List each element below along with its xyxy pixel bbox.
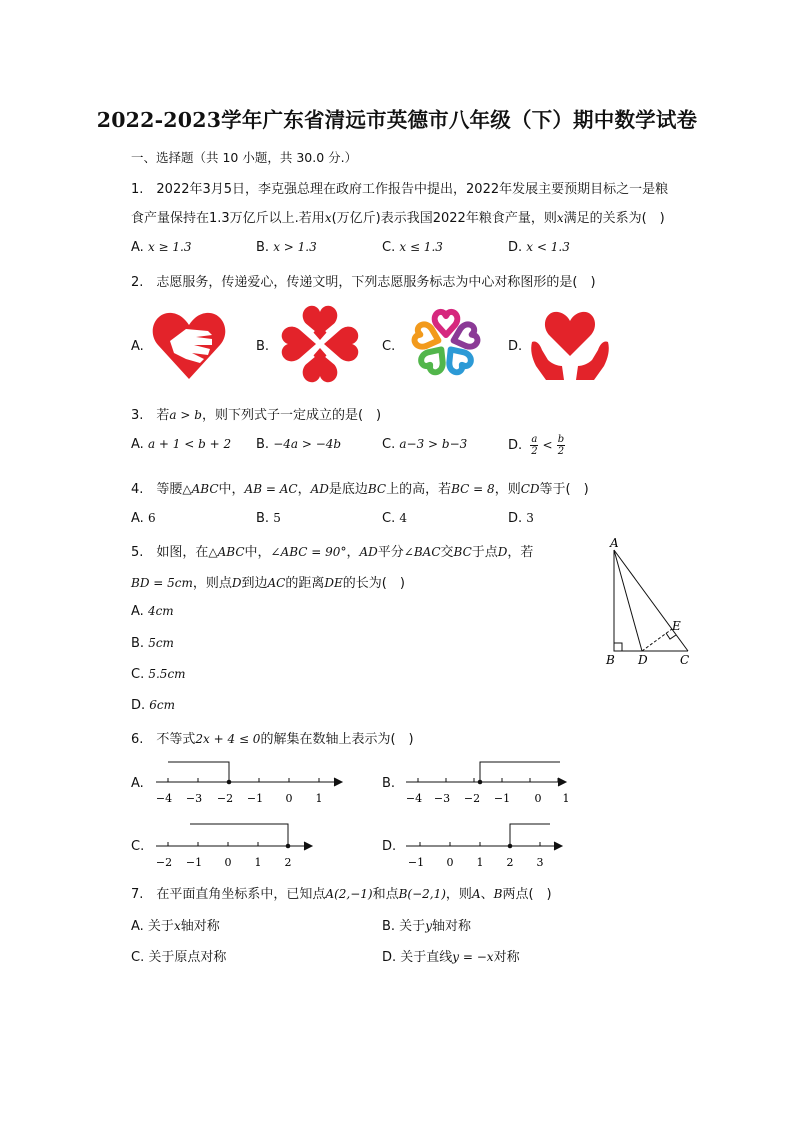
q2-label-b[interactable]: B. bbox=[256, 339, 270, 354]
tick-label: −4 bbox=[155, 792, 173, 805]
q6-label-c[interactable]: C. bbox=[131, 839, 145, 854]
q1-option-d[interactable] bbox=[508, 240, 570, 255]
q4-stem bbox=[131, 478, 589, 497]
q3-option-a[interactable] bbox=[131, 437, 231, 452]
q7-math: B(−2,1) bbox=[398, 887, 446, 901]
q5-option-c[interactable] bbox=[131, 667, 186, 682]
tick-label: 1 bbox=[254, 856, 262, 869]
q4-text: ，则 bbox=[494, 482, 521, 497]
q2-text: 2. 志愿服务，传递爱心，传递文明，下列志愿服务标志为中心对称图形的是( ) bbox=[131, 275, 596, 290]
point-label-b: B bbox=[606, 653, 615, 667]
tick-label: −2 bbox=[216, 792, 234, 805]
q7-option-d[interactable] bbox=[382, 946, 520, 965]
option-value: 3 bbox=[526, 511, 534, 525]
q1-option-a[interactable] bbox=[131, 240, 191, 255]
q3-text: 3. 若 bbox=[131, 408, 170, 423]
q5-math: D bbox=[497, 545, 508, 559]
q5-math: BC bbox=[453, 545, 472, 559]
option-value: 6 bbox=[147, 511, 156, 525]
option-text: 对称 bbox=[493, 950, 520, 965]
q1-line2 bbox=[131, 207, 665, 226]
q5-stem-line1 bbox=[131, 541, 533, 560]
option-label: A. bbox=[131, 604, 144, 619]
q1-text: (万亿斤)表示我国2022年粮食产量，则 bbox=[331, 211, 557, 226]
option-label: D. bbox=[131, 698, 146, 713]
operator: < bbox=[542, 438, 553, 452]
q6-label-d[interactable]: D. bbox=[382, 839, 397, 854]
option-label: B. bbox=[256, 437, 270, 452]
option-label: C. bbox=[382, 240, 396, 255]
section-heading: 一、选择题（共 10 小题，共 30.0 分.） bbox=[131, 150, 358, 165]
q4-math: AB = AC bbox=[244, 482, 298, 496]
option-label: C. bbox=[131, 667, 145, 682]
fraction-numerator: a bbox=[531, 434, 538, 445]
q1-var: x bbox=[556, 211, 564, 225]
q5-text: 的长为( ) bbox=[342, 576, 405, 591]
option-label: A. bbox=[131, 240, 144, 255]
right-angle-mark bbox=[666, 633, 676, 639]
q6-number-line-d[interactable] bbox=[400, 820, 570, 872]
closed-dot bbox=[286, 844, 291, 849]
option-text: A. 关于 bbox=[131, 919, 174, 934]
endpoint-dot bbox=[508, 844, 513, 849]
q4-math: △ABC bbox=[182, 482, 219, 496]
segment-ad bbox=[614, 550, 642, 651]
q7-math: A(2,−1) bbox=[325, 887, 373, 901]
q3-option-b[interactable] bbox=[256, 437, 341, 452]
option-text: 轴对称 bbox=[180, 919, 220, 934]
option-label: D. bbox=[508, 511, 523, 526]
option-value: 6cm bbox=[149, 698, 176, 712]
option-math: y bbox=[425, 919, 432, 933]
tick-label: 0 bbox=[446, 856, 454, 869]
option-value: a + 1 < b + 2 bbox=[147, 437, 232, 451]
option-label: B. bbox=[256, 511, 270, 526]
q4-text: 中， bbox=[218, 482, 245, 497]
volunteer-five-hearts-icon[interactable] bbox=[404, 303, 488, 387]
option-value: x > 1.3 bbox=[273, 240, 317, 254]
q6-number-line-c[interactable] bbox=[150, 820, 320, 872]
tick-label: −1 bbox=[407, 856, 425, 869]
q5-text: 中， bbox=[244, 545, 271, 560]
q5-stem-line2 bbox=[131, 572, 405, 591]
option-value: 4 bbox=[399, 511, 407, 525]
right-angle-mark bbox=[614, 643, 622, 651]
option-label: A. bbox=[131, 511, 144, 526]
option-value: −4a > −4b bbox=[273, 437, 342, 451]
q5-math: ∠ABC = 90° bbox=[270, 545, 347, 559]
q7-text: ，则 bbox=[445, 887, 472, 902]
point-label-e: E bbox=[672, 619, 681, 633]
point-label-d: D bbox=[638, 653, 648, 667]
q5-math: D bbox=[231, 576, 242, 590]
option-text: C. 关于原点对称 bbox=[131, 950, 227, 965]
tick-label: 0 bbox=[285, 792, 293, 805]
q3-stem bbox=[131, 404, 381, 423]
q4-text: ， bbox=[297, 482, 311, 497]
q2-label-a[interactable]: A. bbox=[131, 339, 144, 354]
fraction bbox=[557, 434, 565, 457]
q6-stem bbox=[131, 728, 414, 747]
q2-label-d[interactable]: D. bbox=[508, 339, 523, 354]
q5-text: 交 bbox=[440, 545, 454, 560]
q5-math: AC bbox=[267, 576, 286, 590]
fraction bbox=[530, 434, 538, 457]
option-text: 轴对称 bbox=[431, 919, 471, 934]
tick-label: 2 bbox=[284, 856, 292, 869]
q6-label-b[interactable]: B. bbox=[382, 776, 396, 791]
q7-option-c[interactable] bbox=[131, 946, 226, 965]
tick-label: 2 bbox=[506, 856, 514, 869]
fraction-numerator: b bbox=[557, 434, 565, 445]
q5-math: AD bbox=[359, 545, 378, 559]
tick-label: 1 bbox=[562, 792, 570, 805]
q7-option-b[interactable] bbox=[382, 915, 471, 934]
q4-text: 4. 等腰 bbox=[131, 482, 183, 497]
option-value: x ≤ 1.3 bbox=[399, 240, 443, 254]
option-label: C. bbox=[382, 511, 396, 526]
point-label-c: C bbox=[680, 653, 690, 667]
option-value: 5.5cm bbox=[148, 667, 186, 681]
q6-number-line-a[interactable] bbox=[150, 758, 350, 808]
q5-math: BD = 5cm bbox=[131, 576, 193, 590]
q7-text: 、 bbox=[480, 887, 494, 902]
q6-number-line-b[interactable] bbox=[400, 758, 575, 808]
q4-text: 上的高，若 bbox=[386, 482, 452, 497]
q1-option-b[interactable] bbox=[256, 240, 317, 255]
q5-math: DE bbox=[324, 576, 343, 590]
q2-label-c[interactable]: C. bbox=[382, 339, 396, 354]
q7-stem bbox=[131, 883, 552, 902]
point-label-a: A bbox=[610, 538, 619, 550]
volunteer-clover-hearts-icon[interactable] bbox=[278, 302, 362, 386]
option-label: B. bbox=[131, 636, 145, 651]
q5-math: △ABC bbox=[208, 545, 245, 559]
q1-line1: 1. 2022年3月5日，李克强总理在政府工作报告中提出，2022年发展主要预期目标之一是粮 bbox=[131, 182, 669, 197]
q4-option-c[interactable] bbox=[382, 511, 407, 526]
q7-option-a[interactable] bbox=[131, 915, 220, 934]
q5-triangle-figure bbox=[600, 538, 700, 670]
q6-text: 6. 不等式 bbox=[131, 732, 196, 747]
q6-math: 2x + 4 ≤ 0 bbox=[195, 732, 261, 746]
q5-text: 5. 如图，在 bbox=[131, 545, 209, 560]
q4-option-d[interactable] bbox=[508, 511, 534, 526]
tick-label: −1 bbox=[185, 856, 203, 869]
tick-label: −2 bbox=[463, 792, 481, 805]
q7-text: 和点 bbox=[372, 887, 399, 902]
closed-dot bbox=[227, 780, 232, 785]
q5-text: ，则点 bbox=[192, 576, 232, 591]
q5-text: 于点 bbox=[471, 545, 498, 560]
option-value: x ≥ 1.3 bbox=[147, 240, 192, 254]
q5-option-d[interactable] bbox=[131, 698, 175, 713]
q6-label-a[interactable]: A. bbox=[131, 776, 144, 791]
q5-text: 到边 bbox=[241, 576, 268, 591]
q5-option-b[interactable] bbox=[131, 636, 174, 651]
q4-text: 等于( ) bbox=[539, 482, 589, 497]
tick-label: −3 bbox=[433, 792, 451, 805]
option-label: B. bbox=[256, 240, 270, 255]
segment-ac bbox=[614, 550, 688, 651]
option-value: 5 bbox=[273, 511, 281, 525]
q4-math: BC = 8 bbox=[451, 482, 495, 496]
option-label: D. bbox=[508, 240, 523, 255]
option-value: x < 1.3 bbox=[526, 240, 570, 254]
q7-math: A bbox=[471, 887, 481, 901]
tick-label: 1 bbox=[476, 856, 484, 869]
q1-text: 满足的关系为( ) bbox=[563, 211, 665, 226]
q1-text: 食产量保持在1.3万亿斤以上.若用 bbox=[131, 211, 325, 226]
tick-label: −2 bbox=[155, 856, 173, 869]
q5-text: ，若 bbox=[507, 545, 534, 560]
q4-math: AD bbox=[310, 482, 329, 496]
fraction-denominator: 2 bbox=[557, 446, 565, 457]
volunteer-heart-hand-icon[interactable] bbox=[150, 305, 228, 383]
fraction-denominator: 2 bbox=[531, 446, 538, 457]
q4-option-a[interactable] bbox=[131, 511, 156, 526]
option-text: D. 关于直线 bbox=[382, 950, 453, 965]
tick-label: 0 bbox=[224, 856, 232, 869]
q6-text: 的解集在数轴上表示为( ) bbox=[260, 732, 414, 747]
tick-label: −4 bbox=[405, 792, 423, 805]
endpoint-dot bbox=[478, 780, 483, 785]
option-value: a−3 > b−3 bbox=[399, 437, 468, 451]
q5-text: ， bbox=[346, 545, 360, 560]
q3-math: a > b bbox=[169, 408, 202, 422]
q1-option-c[interactable] bbox=[382, 240, 443, 255]
tick-label: −3 bbox=[185, 792, 203, 805]
option-math: x bbox=[173, 919, 181, 933]
option-label: C. bbox=[382, 437, 396, 452]
q4-option-b[interactable] bbox=[256, 511, 281, 526]
q3-option-d[interactable] bbox=[508, 434, 565, 457]
q4-math: CD bbox=[520, 482, 540, 496]
tick-label: −1 bbox=[246, 792, 264, 805]
q5-math: ∠BAC bbox=[403, 545, 441, 559]
q3-text: ，则下列式子一定成立的是( ) bbox=[201, 408, 382, 423]
q5-option-a[interactable] bbox=[131, 604, 174, 619]
page-title: 2022-2023学年广东省清远市英德市八年级（下）期中数学试卷 bbox=[96, 108, 698, 132]
volunteer-heart-in-hands-icon[interactable] bbox=[528, 302, 612, 386]
tick-label: −1 bbox=[493, 792, 511, 805]
tick-label: 0 bbox=[534, 792, 542, 805]
option-label: A. bbox=[131, 437, 144, 452]
q5-text: 平分 bbox=[377, 545, 404, 560]
option-label: D. bbox=[508, 438, 523, 453]
tick-label: 1 bbox=[315, 792, 323, 805]
tick-label: 3 bbox=[536, 856, 544, 869]
q4-math: BC bbox=[367, 482, 387, 496]
q3-option-c[interactable] bbox=[382, 437, 467, 452]
q7-text: 7. 在平面直角坐标系中，已知点 bbox=[131, 887, 326, 902]
q1-var: x bbox=[324, 211, 332, 225]
q4-text: 是底边 bbox=[328, 482, 368, 497]
option-value: 5cm bbox=[148, 636, 174, 650]
q5-text: 的距离 bbox=[285, 576, 325, 591]
option-text: B. 关于 bbox=[382, 919, 426, 934]
segment-de bbox=[642, 629, 672, 651]
option-value: 4cm bbox=[147, 604, 174, 618]
q7-math: B bbox=[493, 887, 503, 901]
option-math: y = −x bbox=[452, 950, 494, 964]
q7-text: 两点( ) bbox=[502, 887, 552, 902]
